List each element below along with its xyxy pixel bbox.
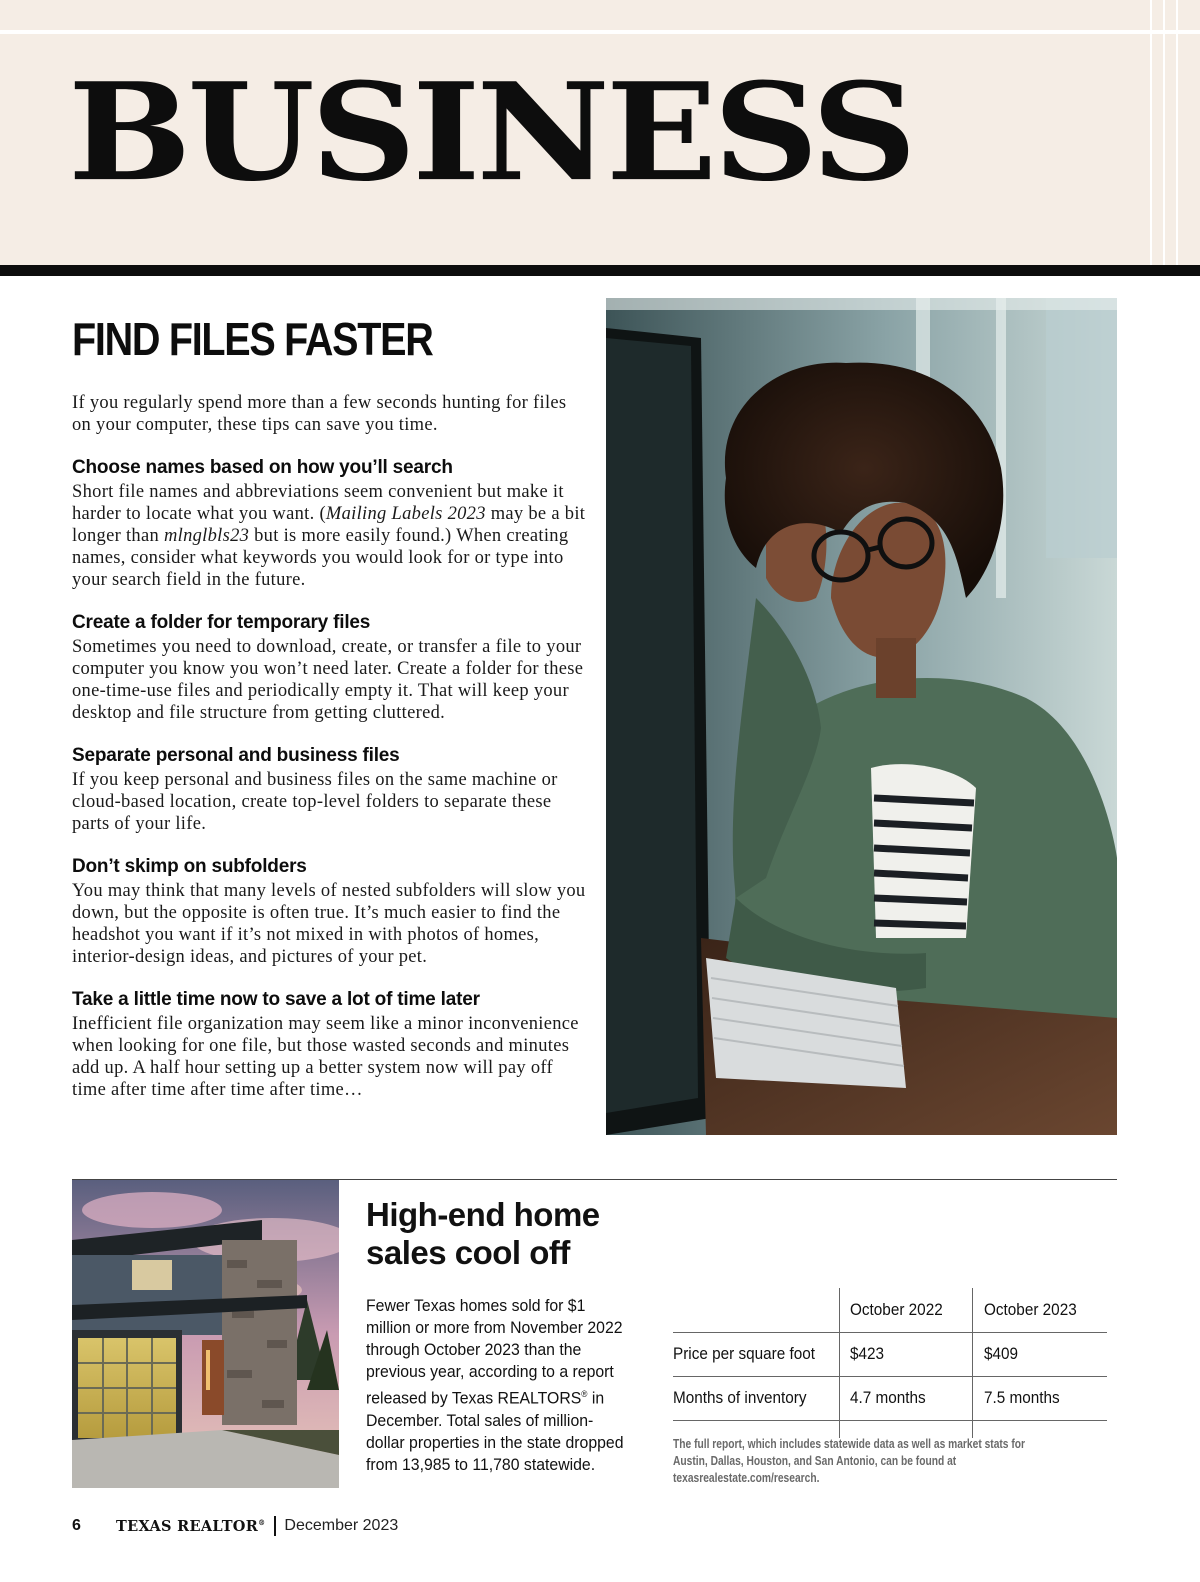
tip-body: If you keep personal and business files on the same machine or cloud-based location, create top-level folders to separate these parts of your life. [72, 770, 558, 834]
tip-heading: Take a little time now to save a lot of time later [72, 989, 480, 1010]
page-footer [72, 1515, 398, 1537]
page-number: 6 [72, 1517, 81, 1534]
table-cell: 4.7 months [839, 1376, 972, 1420]
header-grid-line [1163, 0, 1165, 268]
tip-heading: Separate personal and business files [72, 745, 400, 766]
tip-section [72, 856, 590, 968]
table-row [673, 1332, 1107, 1376]
tip-section [72, 457, 590, 591]
tip-heading: Choose names based on how you’ll search [72, 457, 453, 478]
article-body [72, 392, 590, 1122]
tip-heading: Don’t skimp on subfolders [72, 856, 307, 877]
header-rule-line [0, 30, 1200, 34]
table-row-label: Months of inventory [673, 1376, 839, 1420]
section-header-band [0, 0, 1200, 268]
sidebar-body: Fewer Texas homes sold for $1 million or more from November 2022 through October 2023 than the previous year, according to a report released by Texas REALTORS® in December. Total sales of million-dollar properties in the state dropped from 13,985 to 11,780 statewide. [366, 1296, 624, 1474]
footer-separator [274, 1516, 276, 1536]
table-cell: 7.5 months [972, 1376, 1107, 1420]
sales-comparison-table [673, 1288, 1107, 1438]
report-footnote: The full report, which includes statewide data as well as market stats for Austin, Dallas, Houston, and San Antonio, can be found at texasrealestate.com/research. [673, 1437, 1026, 1485]
table-cell: $423 [839, 1332, 972, 1376]
table-header-cell: October 2023 [972, 1288, 1107, 1332]
table-header-cell [673, 1288, 839, 1332]
tip-section [72, 745, 590, 835]
photo-woman-at-computer [606, 298, 1117, 1135]
table-row-label: Price per square foot [673, 1332, 839, 1376]
tip-body: Short file names and abbreviations seem convenient but make it harder to locate what you want. (Mailing Labels 2023 may be a bit longer than mlnglbls23 but is more easily found.) When creating names, consider what keywords you would look for or type into your search field in the future. [72, 482, 586, 590]
tip-section [72, 612, 590, 724]
table-row [673, 1376, 1107, 1420]
table-header-row [673, 1288, 1107, 1332]
magazine-name: TEXAS REALTOR® [116, 1517, 266, 1535]
header-grid-line [1150, 0, 1152, 268]
table-header-cell: October 2022 [839, 1288, 972, 1332]
article-intro: If you regularly spend more than a few seconds hunting for files on your computer, these tips can save you time. [72, 393, 567, 435]
issue-date: December 2023 [284, 1517, 399, 1534]
article-title: FIND FILES FASTER [72, 313, 433, 365]
tip-body: Inefficient file organization may seem like a minor inconvenience when looking for one file, but those wasted seconds and minutes add up. A half hour setting up a better system now will pay off time after time after time after time… [72, 1014, 579, 1100]
section-title: BUSINESS [68, 54, 913, 212]
tip-heading: Create a folder for temporary files [72, 612, 371, 633]
photo-modern-house [72, 1180, 339, 1488]
sidebar-title: High-end home sales cool off [366, 1196, 600, 1271]
tip-body: You may think that many levels of nested subfolders will slow you down, but the opposite is often true. It’s much easier to find the headshot you want if it’s not mixed in with photos of homes, interior-design ideas, and pictures of your pet. [72, 881, 586, 967]
header-divider-bar [0, 265, 1200, 276]
table-cell: $409 [972, 1332, 1107, 1376]
header-grid-line [1176, 0, 1178, 268]
tip-body: Sometimes you need to download, create, or transfer a file to your computer you know you won’t need later. Create a folder for these one-time-use files and periodically empty it. That will keep your desktop and file structure from getting cluttered. [72, 637, 584, 723]
tip-section [72, 989, 590, 1101]
